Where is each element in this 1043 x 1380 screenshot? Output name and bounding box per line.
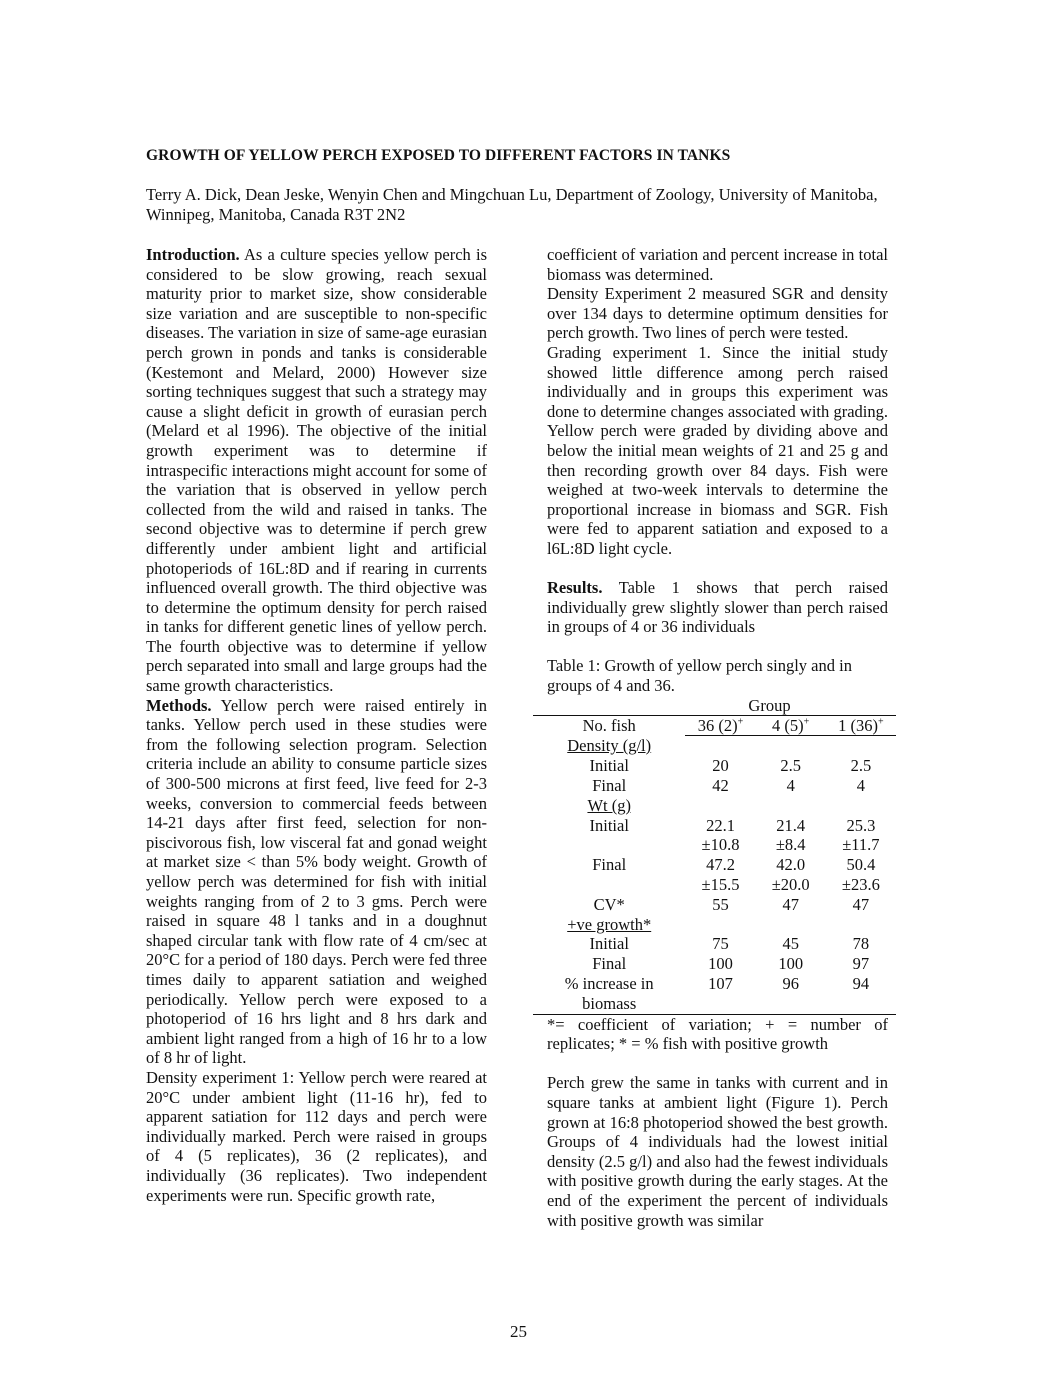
table-cell: ±10.8 xyxy=(701,835,740,855)
table-row xyxy=(533,934,896,954)
table-row xyxy=(533,835,896,855)
table-cell xyxy=(756,736,826,756)
results-paragraph xyxy=(547,578,888,637)
left-column xyxy=(146,245,487,1205)
table-row-label: Final xyxy=(592,954,627,974)
table-cell xyxy=(685,994,755,1014)
methods-continued-paragraph: coefficient of variation and percent increase in total biomass was determined. xyxy=(547,245,888,284)
table-row-label xyxy=(533,875,685,895)
table-header-cell: 4 (5)+ xyxy=(756,716,826,736)
table-row xyxy=(533,816,896,836)
table-row xyxy=(533,756,896,776)
table-row xyxy=(533,954,896,974)
table-header-row xyxy=(533,716,896,736)
table-row xyxy=(533,895,896,915)
table-cell xyxy=(826,736,896,756)
grading-experiment-paragraph: Grading experiment 1. Since the initial study showed little difference among perch raised individually and in groups this experiment was done to determine changes associated with grading. Yellow perch were graded by dividing above and below the initial mean weights of 21 and 25 g and then recording growth over 84 days. Fish were weighed at two-week intervals to determine the proportional increase in biomass and SGR. Fish were fed to apparent satiation and exposed to a l6L:8D light cycle. xyxy=(547,342,888,558)
table-cell: 96 xyxy=(782,974,799,994)
right-column xyxy=(547,245,888,1230)
table-row xyxy=(533,974,896,994)
table-row xyxy=(533,855,896,875)
table-row-label: Initial xyxy=(589,934,629,954)
table-cell: 78 xyxy=(852,934,870,954)
table-cell: 75 xyxy=(712,934,729,954)
table-row-label: % increase in xyxy=(564,974,654,994)
table-row-label: Density (g/l) xyxy=(567,735,652,755)
table-row-label: CV* xyxy=(593,894,625,914)
density-experiment-2-paragraph: Density Experiment 2 measured SGR and density over 134 days to determine optimum densities for perch growth. Two lines of perch were tested. xyxy=(547,284,888,343)
results-text: Table 1 shows that perch raised individually grew slightly slower than perch raised in groups of 4 or 36 individuals xyxy=(547,578,888,637)
table-cell: 47 xyxy=(852,894,870,914)
table-row xyxy=(533,796,896,816)
table-cell: 20 xyxy=(712,756,729,776)
table-cell: 50.4 xyxy=(846,855,876,875)
introduction-heading: Introduction. xyxy=(146,245,240,264)
table-cell: 2.5 xyxy=(850,756,872,776)
table-header-cell: 36 (2)+ xyxy=(685,716,755,736)
density-experiment-1-paragraph: Density experiment 1: Yellow perch were reared at 20°C under ambient light (11-16 hr), fed to apparent satiation for 112 days and perch were individually marked. Perch were raised in groups of 4 (5 replicates), 36 (2 replicates), and individually (36 replicates). Two independent experiments were run. Specific growth rate, xyxy=(146,1067,487,1205)
table-cell: 47 xyxy=(782,894,799,914)
paper-title: GROWTH OF YELLOW PERCH EXPOSED TO DIFFERENT FACTORS IN TANKS xyxy=(146,147,731,164)
table-cell: 25.3 xyxy=(846,815,876,835)
table-cell xyxy=(685,796,755,816)
table-row-label: +ve growth* xyxy=(567,914,652,934)
table-cell: 97 xyxy=(852,954,870,974)
table-cell xyxy=(826,796,896,816)
methods-text: Yellow perch were raised entirely in tanks. Yellow perch used in these studies were from the following selection program. Selection criteria include an ability to consume particle sizes of 300-500 microns at first feed, live feed for 2-3 weeks, conversion to commercial feeds between 14-21 days after first feed, selection for non-piscivorous fish, low visceral fat and gonad weight at market size < than 5% body weight. Growth of yellow perch was determined for fish with initial weights ranging from of 2 to 3 gms. Perch were raised in square 48 l tanks and in a doughnut shaped circular tank with flow rate of 4 cm/sec at 20°C for a period of 180 days. Perch were fed three times daily to apparent satiation and weighed periodically. Yellow perch were exposed to a photoperiod of 16 hrs light and 8 hrs dark and ambient light ranged from a high of 16 hr to a low of 8 hr of light. xyxy=(146,695,487,1068)
table-row xyxy=(533,776,896,796)
page-number: 25 xyxy=(510,1322,527,1341)
table-row-label: Final xyxy=(592,855,627,875)
table-cell: 107 xyxy=(708,974,733,994)
table-caption: Table 1: Growth of yellow perch singly and in groups of 4 and 36. xyxy=(547,656,852,696)
table-cell: 22.1 xyxy=(706,815,735,835)
table-row-label: Initial xyxy=(589,756,629,776)
table-row-label: Final xyxy=(592,776,627,796)
discussion-paragraph: Perch grew the same in tanks with current and in square tanks at ambient light (Figure 1). Perch grown at 16:8 photoperiod showed the best growth. Groups of 4 individuals had the lowest initial density (2.5 g/l) and also had the fewest individuals with positive growth during the early stages. At the end of the experiment the percent of individuals with positive growth was similar xyxy=(547,1073,888,1230)
table-cell: 21.4 xyxy=(776,815,806,835)
table-row-label: biomass xyxy=(582,993,637,1013)
methods-heading: Methods. xyxy=(146,695,212,715)
table-cell: 42.0 xyxy=(776,855,806,875)
table-cell: 42 xyxy=(712,776,729,796)
table-group-label: Group xyxy=(748,695,791,715)
table-cell xyxy=(685,736,755,756)
introduction-text: As a culture species yellow perch is considered to be slow growing, reach sexual maturity prior to market size, show considerable size variation and are susceptible to non-specific diseases. The variation in size of same-age eurasian perch grown in ponds and tanks is considerable (Kestemont and Melard, 2000) However size sorting techniques suggest that such a strategy may cause a slight deficit in growth of eurasian perch (Melard et al 1996). The objective of the initial growth experiment was to determine if intraspecific interactions might account for some of the variation that is observed in yellow perch collected from the wild and raised in tanks. The second objective was to determine if perch grew differently under ambient light and artificial photoperiods of 16L:8D and if rearing in currents influenced overall growth. The third objective was to determine the optimum density for perch raised in tanks for different genetic lines of yellow perch. The fourth objective was to determine if yellow perch separated into small and large groups had the same growth characteristics. xyxy=(146,245,487,696)
methods-paragraph xyxy=(146,696,487,1068)
table-cell xyxy=(685,915,755,935)
table-header-cell: 1 (36)+ xyxy=(826,716,896,736)
table-row xyxy=(533,915,896,935)
growth-table xyxy=(533,696,896,1015)
results-heading: Results. xyxy=(547,578,603,598)
table-cell xyxy=(826,915,896,935)
table-cell: 100 xyxy=(708,954,733,974)
table-row-label: Wt (g) xyxy=(587,795,631,815)
table-cell: 100 xyxy=(778,954,804,974)
table-header-label: No. fish xyxy=(582,715,636,735)
table-cell: 45 xyxy=(782,934,799,954)
table-row-label: Initial xyxy=(589,815,629,835)
table-cell: ±23.6 xyxy=(841,875,880,895)
table-bottom-rule xyxy=(533,1014,896,1015)
table-row xyxy=(533,736,896,756)
table-cell xyxy=(826,994,896,1014)
table-cell: ±11.7 xyxy=(842,835,880,855)
table-cell: 47.2 xyxy=(706,855,735,875)
table-cell: 55 xyxy=(712,894,729,914)
table-cell: ±15.5 xyxy=(701,875,740,895)
table-cell: 2.5 xyxy=(780,756,801,776)
table-row xyxy=(533,875,896,895)
table-cell xyxy=(756,796,826,816)
table-cell: ±20.0 xyxy=(771,875,810,895)
table-row-label xyxy=(533,835,685,855)
table-cell xyxy=(756,915,826,935)
table-cell: ±8.4 xyxy=(775,835,806,855)
table-cell: 94 xyxy=(852,974,870,994)
growth-table-grid xyxy=(533,716,896,1014)
table-cell xyxy=(756,994,826,1014)
table-row xyxy=(533,994,896,1014)
table-cell: 4 xyxy=(786,776,795,796)
author-affiliations: Terry A. Dick, Dean Jeske, Wenyin Chen and Mingchuan Lu, Department of Zoology, University of Manitoba, Winnipeg, Manitoba, Canada R3T 2N2 xyxy=(146,185,878,224)
table-body xyxy=(533,736,896,1014)
introduction-paragraph xyxy=(146,245,487,696)
table-footnote: *= coefficient of variation; + = number of replicates; * = % fish with positive growth xyxy=(547,1014,888,1054)
table-cell: 4 xyxy=(856,776,866,796)
